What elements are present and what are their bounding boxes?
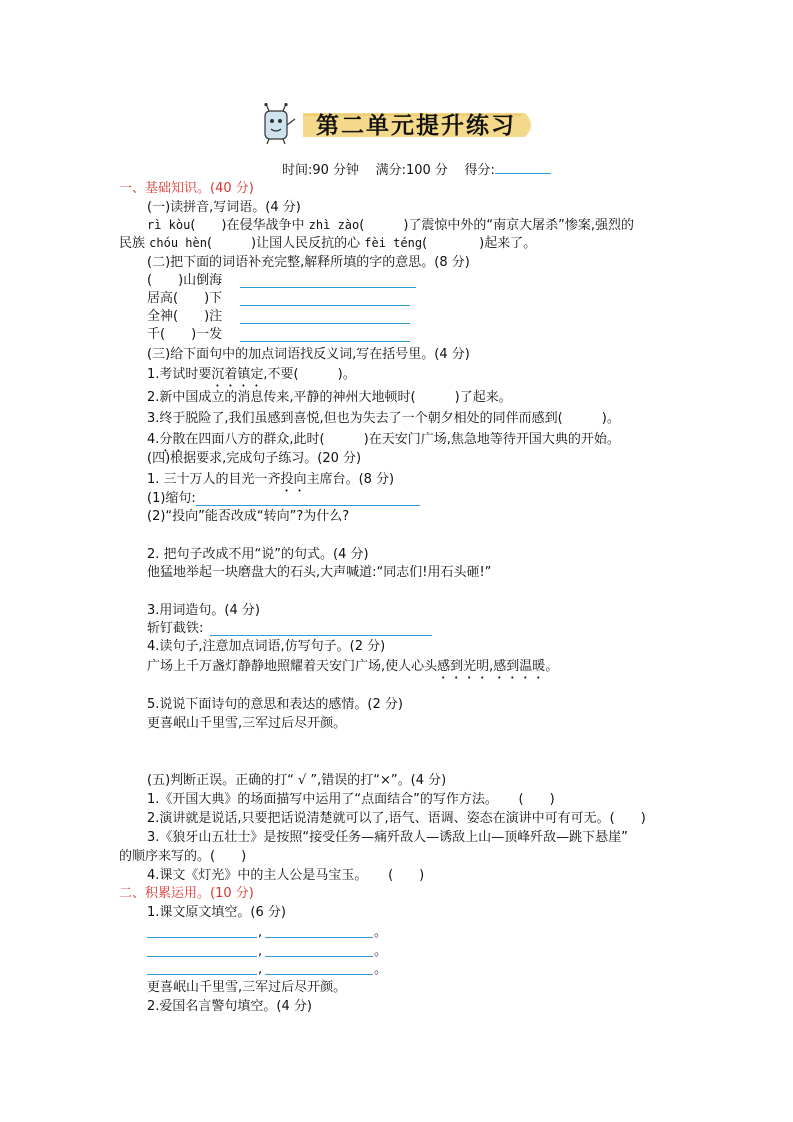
- answer-line[interactable]: [147, 956, 257, 957]
- part4-q2: 2. 把句子改成不用“说”的句式。(4 分): [147, 547, 369, 562]
- answer-line[interactable]: [210, 635, 432, 636]
- answer-line[interactable]: [240, 323, 410, 324]
- part4-q4-text: 广场上千万盏灯静静地照耀着天安门广场,使人心头感到光明,感到温暖。: [147, 659, 559, 674]
- score-blank[interactable]: [495, 160, 551, 174]
- part3-q3: 3.终于脱险了,我们虽感到喜悦,但也为失去了一个朝夕相处的同伴而感到( )。: [147, 411, 620, 426]
- exam-full-score: 满分:100 分: [375, 163, 448, 178]
- poem-line: 更喜岷山千里雪,三军过后尽开颜。: [147, 980, 347, 995]
- part4-q5-text: 更喜岷山千里雪,三军过后尽开颜。: [147, 716, 347, 731]
- part4-q5: 5.说说下面诗句的意思和表达的感情。(2 分): [147, 697, 403, 712]
- part3-title: (三)给下面句中的加点词语找反义词,写在括号里。(4 分): [147, 347, 470, 362]
- part4-q1-sub2: (2)“投向”能否改成“转向”?为什么?: [147, 509, 350, 524]
- part1-line1: rì kòu( )在侵华战争中 zhì zào( )了震惊中外的“南京大屠杀”惨案,强烈的: [147, 218, 635, 233]
- part3-q4: 4.分散在四面八方的群众,此时( )在天安门广场,焦急地等待开国大典的开始。: [147, 432, 620, 447]
- part4-q1-sub1: (1)缩句:: [147, 491, 196, 506]
- page-title: 第二单元提升练习: [316, 112, 516, 139]
- section2-heading: 二、积累运用。(10 分): [119, 886, 254, 901]
- idiom-item: 千( )一发: [147, 327, 223, 342]
- answer-line[interactable]: [240, 341, 410, 342]
- answer-line[interactable]: [147, 974, 257, 975]
- answer-paren[interactable]: ( ): [190, 218, 227, 233]
- answer-paren[interactable]: ( ): [206, 236, 257, 251]
- part4-q3: 3.用词造句。(4 分): [147, 603, 260, 618]
- part1-line2: 民族 chóu hèn( )让国人民反抗的心 fèi téng( )起来了。: [119, 236, 537, 251]
- part4-q3-word: 斩钉截铁:: [147, 621, 204, 636]
- part4-q2-text: 他猛地举起一块磨盘大的石头,大声喊道:“同志们!用石头砸!”: [147, 565, 492, 580]
- exam-time: 时间:90 分钟: [282, 163, 360, 178]
- answer-paren[interactable]: ( ): [359, 218, 409, 233]
- part5-title: (五)判断正误。正确的打“ √ ”,错误的打“×”。(4 分): [147, 773, 447, 788]
- part3-q2: 2.新中国成立的消息传来,平静的神州大地顿时( )了起来。: [147, 390, 512, 405]
- answer-line[interactable]: [265, 974, 373, 975]
- idiom-item: 全神( )注: [147, 309, 223, 324]
- part4-title: (四)根据要求,完成句子练习。(20 分): [147, 451, 362, 466]
- answer-line[interactable]: [265, 937, 373, 938]
- part5-q3: 3.《狼牙山五壮士》是按照“接受任务—痛歼敌人—诱敌上山—顶峰歼敌—跳下悬崖”: [147, 830, 628, 845]
- part4-q4: 4.读句子,注意加点词语,仿写句子。(2 分): [147, 639, 386, 654]
- exam-info: [282, 160, 551, 179]
- answer-line[interactable]: [240, 305, 410, 306]
- part1-title: (一)读拼音,写词语。(4 分): [147, 200, 301, 215]
- answer-line[interactable]: [196, 505, 420, 506]
- answer-paren[interactable]: ( ): [422, 236, 485, 251]
- mascot-icon: [264, 103, 295, 144]
- answer-line[interactable]: [240, 287, 416, 288]
- part5-q2: 2.演讲就是说话,只要把话说清楚就可以了,语气、语调、姿态在演讲中可有可无。( ): [147, 811, 646, 826]
- idiom-item: 居高( )下: [147, 291, 223, 306]
- answer-line[interactable]: [147, 937, 257, 938]
- part3-q1: 1.考试时要沉着镇定,不要( )。: [147, 367, 356, 382]
- section2-q2: 2.爱国名言警句填空。(4 分): [147, 999, 312, 1014]
- answer-line[interactable]: [265, 956, 373, 957]
- part2-title: (二)把下面的词语补充完整,解释所填的字的意思。(8 分): [147, 255, 470, 270]
- part5-q4: 4.课文《灯光》中的主人公是马宝玉。 ( ): [147, 868, 425, 883]
- section1-heading: 一、基础知识。(40 分): [119, 181, 254, 196]
- exam-score-label: 得分:: [464, 163, 495, 178]
- section2-q1: 1.课文原文填空。(6 分): [147, 905, 286, 920]
- part5-q1: 1.《开国大典》的场面描写中运用了“点面结合”的写作方法。 ( ): [147, 792, 555, 807]
- part5-q3-cont: 的顺序来写的。( ): [119, 849, 247, 864]
- part4-q1: 1. 三十万人的目光一齐投向主席台。(8 分): [147, 472, 395, 487]
- idiom-item: ( )山倒海: [147, 273, 223, 288]
